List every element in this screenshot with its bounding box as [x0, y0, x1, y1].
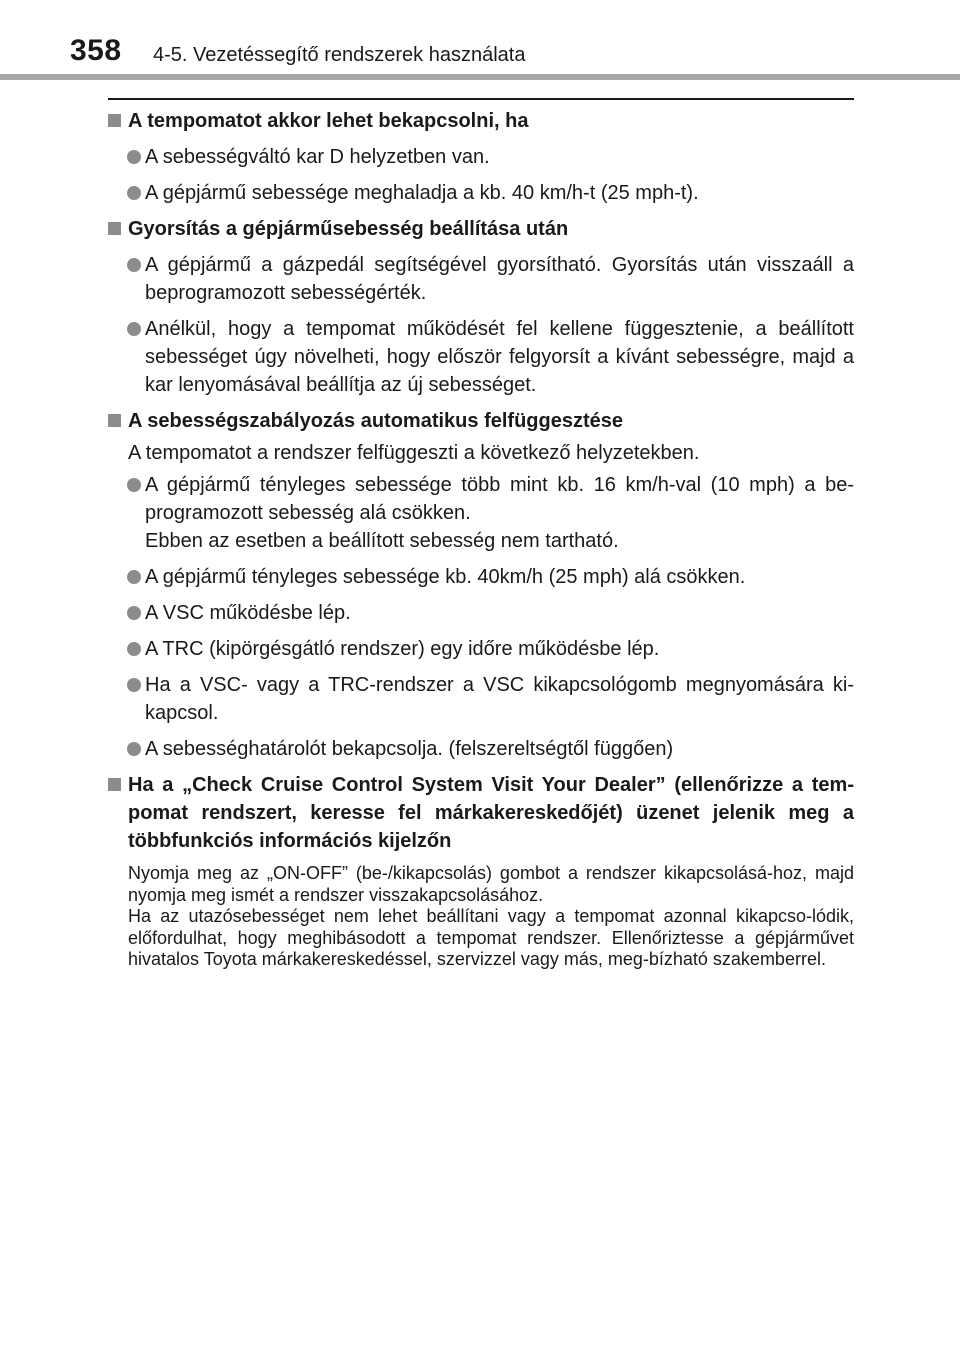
- list-item: Ha a VSC- vagy a TRC-rendszer a VSC kikapcsológomb megnyomására ki-kapcsol.: [108, 671, 854, 727]
- list-item-continuation: Ebben az esetben a beállított sebesség nem tartható.: [145, 530, 619, 552]
- round-bullet-icon: [127, 606, 141, 620]
- list-item: A gépjármű a gázpedál segítségével gyorsítható. Gyorsítás után visszaáll a beprogramozott sebességérték.: [108, 251, 854, 307]
- note-block: [108, 863, 854, 971]
- page-content: [108, 107, 854, 971]
- square-bullet-icon: [108, 414, 121, 427]
- section-heading: A tempomatot akkor lehet bekapcsolni, ha: [108, 107, 854, 135]
- round-bullet-icon: [127, 258, 141, 272]
- section-heading: Gyorsítás a gépjárműsebesség beállítása után: [108, 215, 854, 243]
- round-bullet-icon: [127, 478, 141, 492]
- square-bullet-icon: [108, 222, 121, 235]
- round-bullet-icon: [127, 322, 141, 336]
- round-bullet-icon: [127, 186, 141, 200]
- header-band: [0, 74, 960, 80]
- round-bullet-icon: [127, 678, 141, 692]
- round-bullet-icon: [127, 150, 141, 164]
- section-intro: A tempomatot a rendszer felfüggeszti a következő helyzetekben.: [128, 442, 700, 464]
- list-item: A gépjármű tényleges sebessége kb. 40km/h (25 mph) alá csökken.: [108, 563, 854, 591]
- round-bullet-icon: [127, 742, 141, 756]
- list-item: A gépjármű sebessége meghaladja a kb. 40 km/h-t (25 mph-t).: [108, 179, 854, 207]
- section-heading: Ha a „Check Cruise Control System Visit Your Dealer” (ellenőrizze a tem-pomat rendszert, keresse fel márkakereskedőjét) üzenet jelenik meg a többfunkciós információs kijelzőn: [108, 771, 854, 855]
- round-bullet-icon: [127, 570, 141, 584]
- list-item: A sebességváltó kar D helyzetben van.: [108, 143, 854, 171]
- square-bullet-icon: [108, 778, 121, 791]
- page-header: [0, 0, 960, 80]
- list-item: A gépjármű tényleges sebessége több mint kb. 16 km/h-val (10 mph) a be-programozott sebesség alá csökken. Ebben az esetben a beállított sebesség nem tartható.: [108, 471, 854, 555]
- list-item: Anélkül, hogy a tempomat működését fel kellene függesztenie, a beállított sebességet úgy növelheti, hogy először felgyorsít a kívánt sebességre, majd a kar lenyomásával beállítja az új sebességet.: [108, 315, 854, 399]
- list-item: A VSC működésbe lép.: [108, 599, 854, 627]
- note-paragraph: Nyomja meg az „ON-OFF” (be-/kikapcsolás) gombot a rendszer kikapcsolásá-hoz, majd nyomja meg ismét a rendszer visszakapcsolásához.: [128, 863, 854, 905]
- section-heading: A sebességszabályozás automatikus felfüggesztése: [108, 407, 854, 435]
- list-item: A sebességhatárolót bekapcsolja. (felszereltségtől függően): [108, 735, 854, 763]
- list-item: A TRC (kipörgésgátló rendszer) egy időre működésbe lép.: [108, 635, 854, 663]
- page-number: 358: [70, 34, 122, 67]
- square-bullet-icon: [108, 114, 121, 127]
- top-rule: [108, 98, 854, 100]
- round-bullet-icon: [127, 642, 141, 656]
- chapter-title: 4-5. Vezetéssegítő rendszerek használata: [153, 44, 526, 66]
- note-paragraph: Ha az utazósebességet nem lehet beállítani vagy a tempomat azonnal kikapcso-lódik, előfordulhat, hogy meghibásodott a tempomat rendszer. Ellenőriztesse a gépjárművet hivatalos Toyota márkakereskedéssel, szervizzel vagy más, meg-bízható szakemberrel.: [128, 906, 854, 969]
